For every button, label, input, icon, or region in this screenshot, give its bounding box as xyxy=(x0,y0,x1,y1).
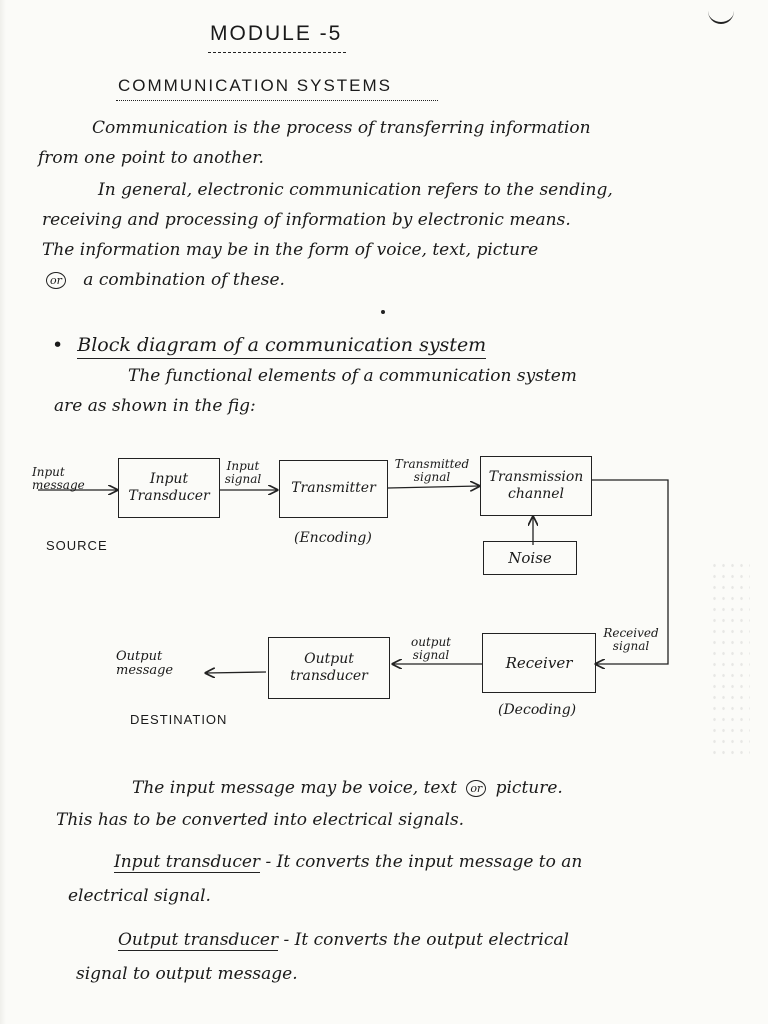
intro-line-6-text: a combination of these. xyxy=(83,270,285,290)
term-output-transducer: Output transducer xyxy=(118,930,279,950)
box-receiver: Receiver xyxy=(482,633,596,693)
note-line-1b: picture. xyxy=(495,778,563,798)
def-input-transducer-text: - It converts the input message to an xyxy=(260,852,583,872)
arrow-output-message xyxy=(206,672,266,673)
or-circled-2: or xyxy=(466,780,486,797)
label-transmitted-signal: Transmitted signal xyxy=(394,457,470,485)
box-transmitter: Transmitter xyxy=(279,460,388,518)
label-output-message: Output message xyxy=(116,649,174,679)
term-input-transducer: Input transducer xyxy=(114,852,261,872)
label-decoding: (Decoding) xyxy=(498,702,577,718)
note-line-1a: The input message may be voice, text xyxy=(132,778,457,798)
box-transmission-channel: Transmission channel xyxy=(480,456,592,516)
page-title: MODULE -5 xyxy=(210,22,343,45)
section-heading-text: Block diagram of a communication system xyxy=(77,334,486,359)
def-input-transducer-line-2: electrical signal. xyxy=(68,886,211,906)
intro-line-3: In general, electronic communication refers to the sending, xyxy=(98,180,613,200)
label-encoding: (Encoding) xyxy=(294,530,372,546)
intro-line-2: from one point to another. xyxy=(38,148,264,168)
label-output-signal: output signal xyxy=(410,635,451,663)
def-output-transducer-text: - It converts the output electrical xyxy=(278,930,569,950)
section-line-1: The functional elements of a communication system xyxy=(128,366,577,386)
intro-line-4: receiving and processing of information by electronic means. xyxy=(42,210,571,230)
box-output-transducer: Output transducer xyxy=(268,637,390,699)
box-input-transducer: Input Transducer xyxy=(118,458,220,518)
arrow-transmitted-signal xyxy=(388,486,479,488)
def-output-transducer xyxy=(118,932,569,949)
label-destination: DESTINATION xyxy=(130,712,228,727)
intro-line-5: The information may be in the form of voice, text, picture xyxy=(42,240,539,260)
label-received-signal: Received signal xyxy=(603,626,659,654)
label-source: SOURCE xyxy=(46,538,108,553)
bullet: • xyxy=(52,334,64,356)
page-subtitle: COMMUNICATION SYSTEMS xyxy=(118,76,393,95)
note-line-2: This has to be converted into electrical signals. xyxy=(56,810,465,830)
def-input-transducer xyxy=(114,854,582,871)
box-noise: Noise xyxy=(483,541,577,575)
section-line-2: are as shown in the fig: xyxy=(54,396,256,416)
note-line-1 xyxy=(132,780,563,797)
label-input-signal: Input signal xyxy=(224,459,262,487)
scan-noise xyxy=(710,560,750,760)
intro-line-1: Communication is the process of transferring information xyxy=(92,118,591,138)
label-input-message: Input message xyxy=(32,465,85,493)
def-output-transducer-line-2: signal to output message. xyxy=(76,964,298,984)
or-circled: or xyxy=(46,272,66,289)
